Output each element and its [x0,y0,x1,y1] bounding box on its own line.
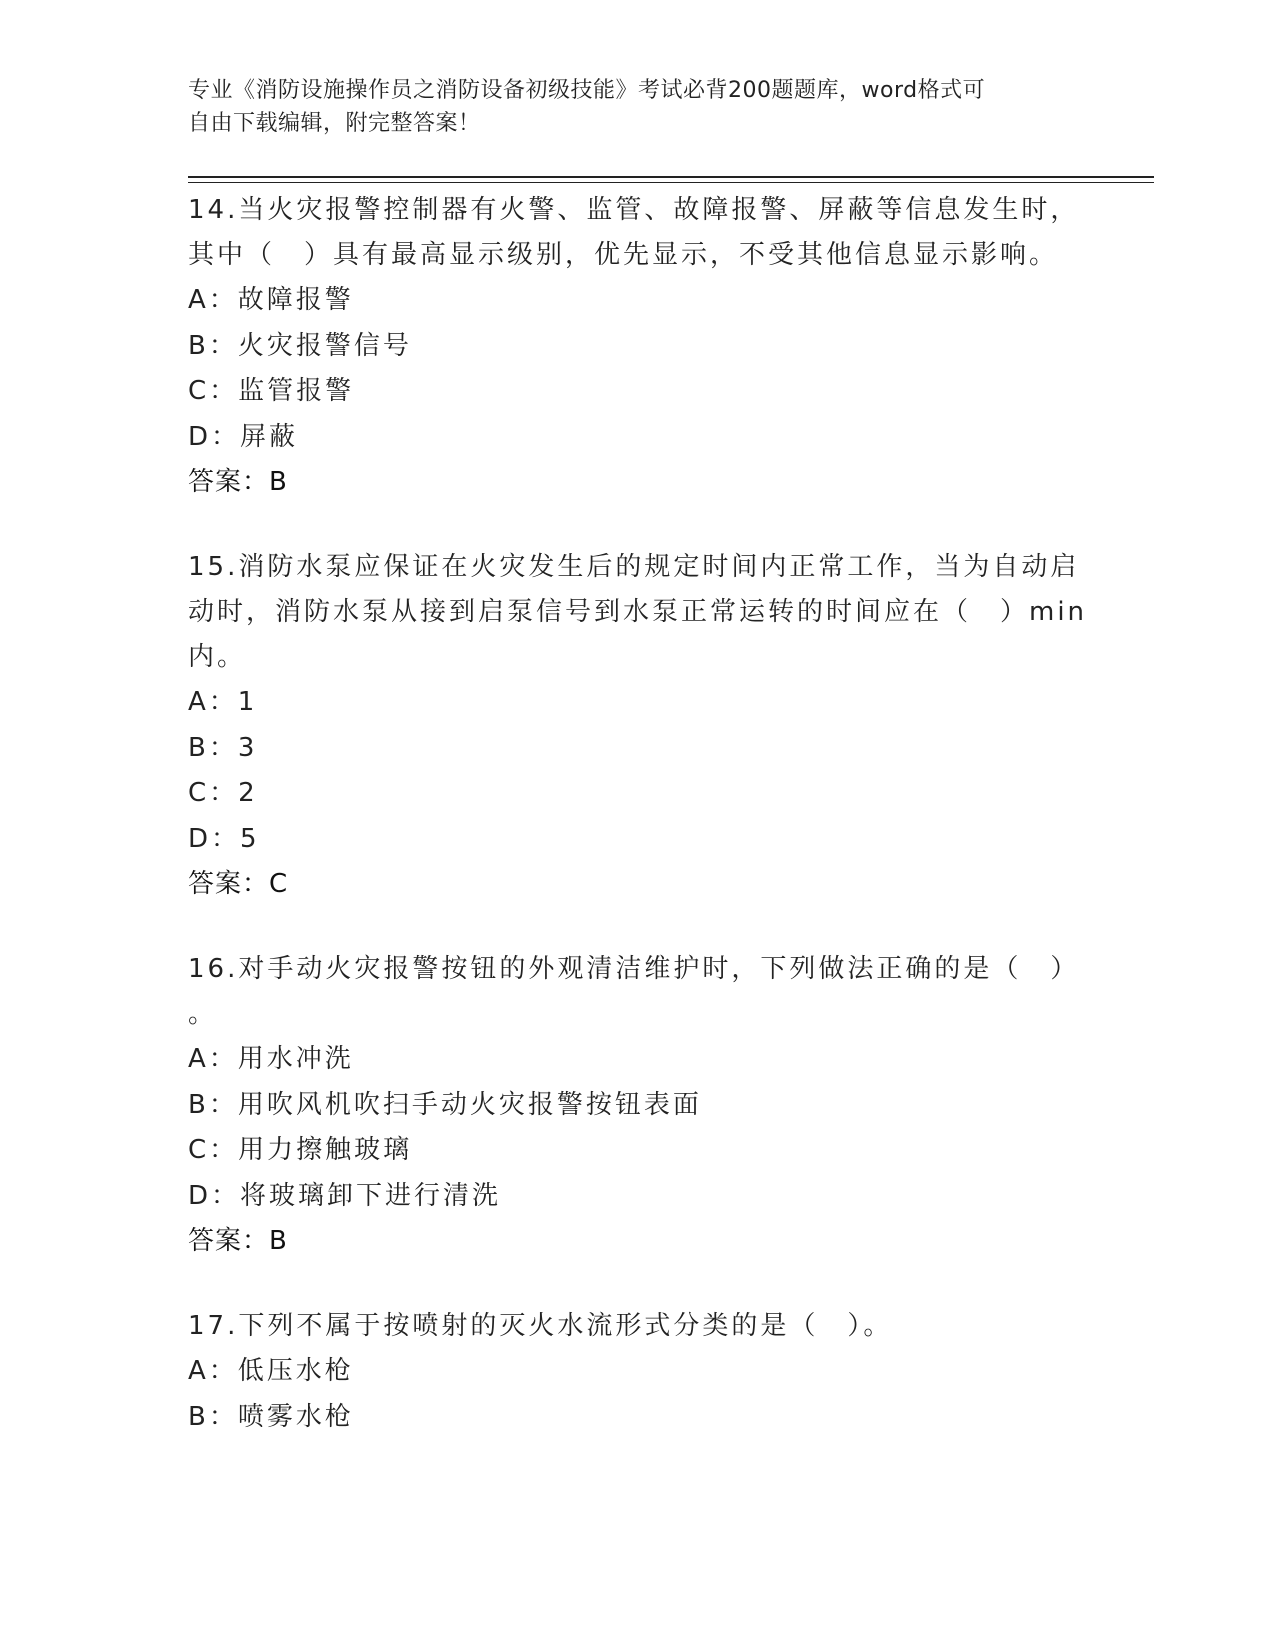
answer-line: 答案：B [188,1226,288,1256]
option-a: A：1 [188,687,258,717]
option-a: A：用水冲洗 [188,1044,354,1074]
option-d: D：5 [188,823,260,854]
option-d: D：屏蔽 [188,421,299,452]
question-list [188,188,1088,1480]
header-divider-thin [188,182,1154,183]
question-16 [188,947,1088,1264]
question-stem-line: 14.当火灾报警控制器有火警、监管、故障报警、屏蔽等信息发生时， [188,195,1080,225]
question-stem-line: 动时，消防水泵从接到启泵信号到水泵正常运转的时间应在（ ）min [188,597,1088,627]
document-header [188,74,1088,140]
question-stem-line: 15.消防水泵应保证在火灾发生后的规定时间内正常工作，当为自动启 [188,552,1080,582]
question-stem-line: 其中（ ）具有最高显示级别，优先显示，不受其他信息显示影响。 [188,240,1059,270]
option-c: C：监管报警 [188,376,355,406]
question-stem-line: 内。 [188,642,247,672]
option-d: D：将玻璃卸下进行清洗 [188,1180,502,1211]
question-15 [188,545,1088,907]
question-17 [188,1304,1088,1440]
option-b: B：3 [188,732,258,763]
question-stem-line: 16.对手动火灾报警按钮的外观清洁维护时，下列做法正确的是（ ） [188,954,1080,984]
option-b: B：喷雾水枪 [188,1401,354,1432]
header-divider-thick [188,176,1154,178]
question-14 [188,188,1088,505]
header-line-1: 专业《消防设施操作员之消防设备初级技能》考试必背200题题库，word格式可 [188,78,986,103]
option-a: A：低压水枪 [188,1356,354,1386]
option-c: C：用力擦触玻璃 [188,1135,413,1165]
option-b: B：火灾报警信号 [188,330,412,361]
answer-line: 答案：B [188,467,288,497]
answer-line: 答案：C [188,869,289,899]
option-b: B：用吹风机吹扫手动火灾报警按钮表面 [188,1089,702,1120]
option-a: A：故障报警 [188,285,354,315]
option-c: C：2 [188,778,258,808]
question-stem-line: 17.下列不属于按喷射的灭火水流形式分类的是（ ）。 [188,1311,893,1341]
question-stem-line: 。 [188,999,218,1029]
header-line-2: 自由下载编辑，附完整答案！ [188,111,481,136]
